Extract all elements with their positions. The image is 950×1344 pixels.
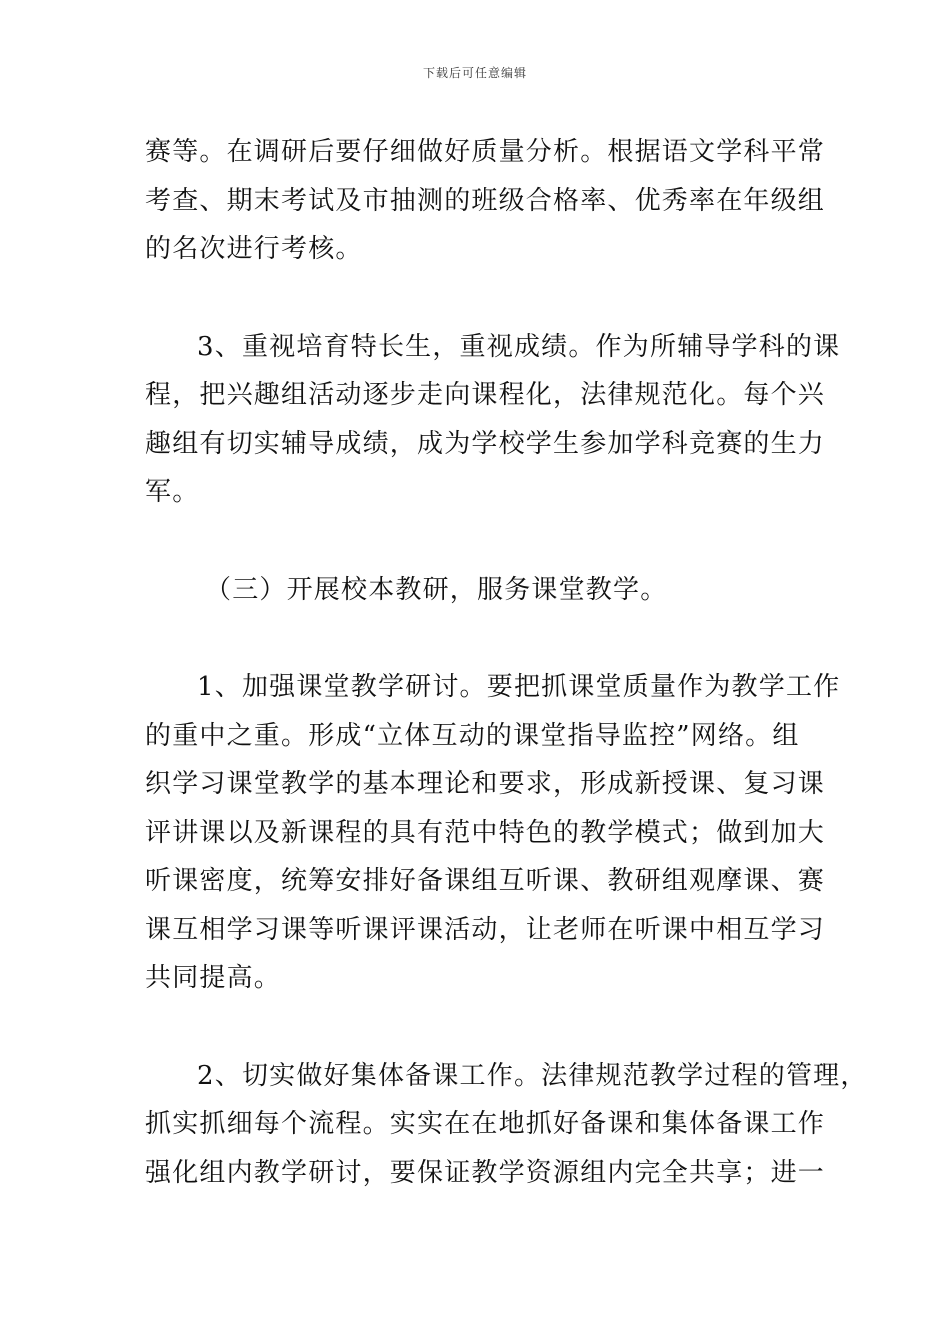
text-line: 织学习课堂教学的基本理论和要求，形成新授课、复习课 — [145, 769, 826, 799]
paragraph-special-students — [145, 323, 841, 517]
paragraph-collective-lesson-prep — [145, 1052, 868, 1198]
text-line: 2、切实做好集体备课工作。法律规范教学过程的管理， — [197, 1060, 868, 1091]
text-line: 听课密度，统筹安排好备课组互听课、教研组观摩课、赛 — [145, 866, 826, 896]
text-line: 的重中之重。形成“立体互动的课堂指导监控”网络。组 — [145, 720, 800, 751]
text-line: 的名次进行考核。 — [145, 234, 363, 264]
text-line: 3、重视培育特长生，重视成绩。作为所辅导学科的课 — [197, 331, 841, 362]
text-line: （三）开展校本教研，服务课堂教学。 — [205, 574, 668, 605]
text-line: 趣组有切实辅导成绩，成为学校学生参加学科竞赛的生力 — [145, 428, 826, 459]
text-line: 强化组内教学研讨，要保证教学资源组内完全共享；进一 — [145, 1157, 826, 1188]
text-line: 共同提高。 — [145, 963, 282, 993]
text-line: 考查、期末考试及市抽测的班级合格率、优秀率在年级组 — [145, 185, 826, 216]
text-line: 1、加强课堂教学研讨。要把抓课堂质量作为教学工作 — [197, 672, 841, 702]
document-body — [145, 128, 868, 1197]
text-line: 课互相学习课等听课评课活动，让老师在听课中相互学习 — [145, 914, 826, 945]
text-line: 军。 — [145, 477, 200, 507]
text-line: 程，把兴趣组活动逐步走向课程化，法律规范化。每个兴 — [145, 380, 826, 410]
text-line: 评讲课以及新课程的具有范中特色的教学模式；做到加大 — [145, 817, 826, 848]
text-line: 赛等。在调研后要仔细做好质量分析。根据语文学科平常 — [145, 137, 826, 167]
text-line: 抓实抓细每个流程。实实在在地抓好备课和集体备课工作 — [145, 1109, 826, 1139]
paragraph-quality-analysis — [145, 128, 826, 274]
header-note: 下载后可任意编辑 — [422, 66, 527, 80]
paragraph-classroom-research — [145, 663, 841, 1003]
section-heading — [145, 566, 805, 615]
